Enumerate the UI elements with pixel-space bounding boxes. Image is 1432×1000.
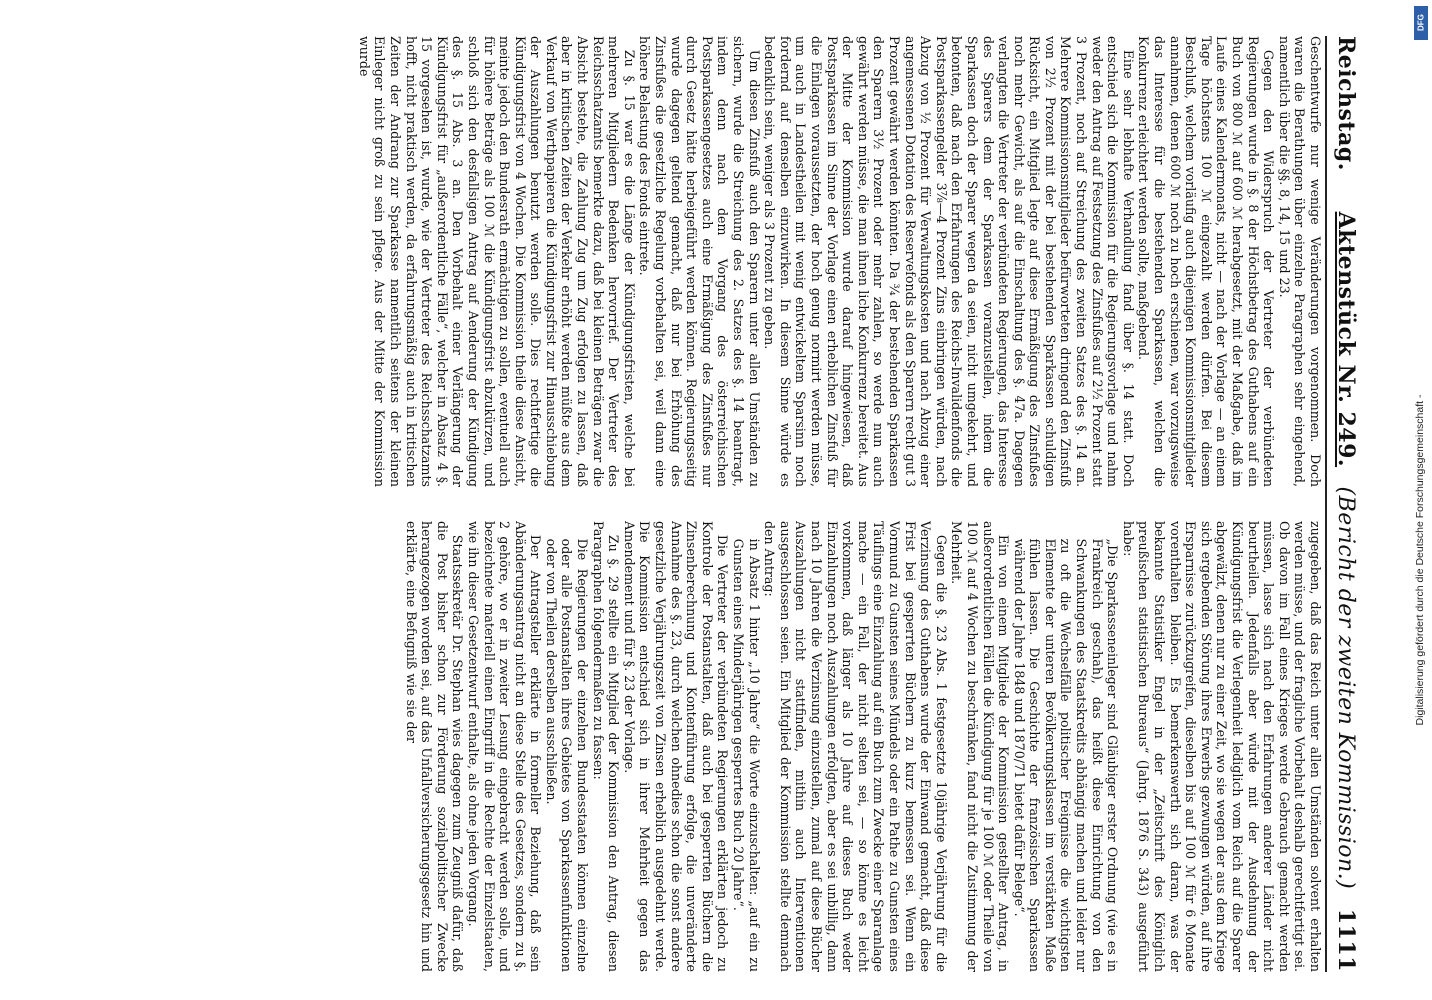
paragraph: Zu §. 15 war es die Länge der Kündigungsfristen, welche bei mehreren Mitgliedern Bedenken hervorrief. Der Vertreter des Reichsschatzamts bemerkte dazu, daß bei kleinen Beträgen zwar die Absicht bestehe, die Zahlung Zug um Zug erfolgen zu lassen, daß aber in kritischen Zeiten der Verkehr erhöht werden müßte aus dem Verkauf von Werthpapieren die Kündigungsfrist zur Hinausschiebung der Auszahlungen benutzt werden solle. Dies rechtfertige die Kündigungsfrist von 4 Wochen. Die Kommission theile diese Ansicht, meinte jedoch den Bundesrath ermächtigen zu sollen, eventuell auch für höhere Beträge als 100 ℳ die Kündigungsfrist abzukürzen, und schloß sich den desfallsigen Antrag auf Aenderung der Kündigung des §. 15 Abs. 3 an. Den Vorbehalt einer Verlängerung der Kündigungsfrist für „außerordentliche Fälle“, welcher in Absatz 4 §. 15 vorgesehen ist, wurde, wie der Vertreter des Reichsschatzamts hofft, nicht praktisch werden, da erfahrungsmäßig auch in kritischen Zeiten der Andrang zur Sparkasse namentlich seitens der kleinen Einleger nicht groß zu sein pflege. Aus der Mitte der Kommission wurde [356,36,637,487]
paragraph: Eine sehr lebhafte Verhandlung fand über §. 14 statt. Doch entschied sich die Kommission für die Regierungsvorlage und nahm weder den Antrag auf Festsetzung des Zinsfußes auf 2½ Prozent statt 3 Prozent, noch auf Streichung des zweiten Satzes des §. 14 an. Mehrere Kommissionsmitglieder befürworteten dringend den Zinsfuß von 2½ Prozent mit der bei bestehenden Sparkassen schuldigen Rücksicht, ein Mitglied legte auf diese Ermäßigung des Zinsfußes noch mehr Gewicht, als auf die Einschaltung des §. 47a. Dagegen verlangten die Vertreter der verbündeten Regierungen, das Interesse des Sparers dem der Sparkassen voranzustellen, indem die Sparkassen doch der Sparer wegen da seien, nicht umgekehrt, und betonten, daß nach den Erfahrungen des Reichs-Invalidenfonds die Postsparkassengelder 3⅞—4 Prozent Zins einbringen würden, nach Abzug von ½ Prozent für Verwaltungskosten und nach Abzug einer angemessenen Dotation des Reservefonds als den Sparern recht gut 3 Prozent gewährt werden könnten. Da ¾ der bestehenden Sparkassen den Sparern 3½ Prozent oder mehr zahlen, so werde nun auch gewährt werden müsse, die man ihnen liche Konkurrenz bereitet. Aus der Mitte der Kommission wurde darauf hingewiesen, daß Postsparkassen im Sinne der Vorlage einen erheblichen Zinsfuß für die Einlagen voraussetzten, der hoch genug normirt werden müsse, um auch in Landestheilen mit wenig entwickeltem Sparsinn noch fordernd auf denselben einzuwirken. In diesem Sinne würde es bedenklich sein, weniger als 3 Prozent zu geben. [762,36,1136,487]
paragraph: Gegen die §. 23 Abs. 1 festgesetzte 10jährige Verjährung für die Verzinsung des Guthabens wurde der Einwand gemacht, daß diese Frist bei gesperrten Büchern zu kurz bemessen sei. Wenn ein Vormund zu Gunsten seines Mündels oder ein Pathe zu Gunsten eines Täuflings eine Einzahlung auf ein Buch zum Zwecke einer Sparanlage mache — ein Fall, der nicht selten sei, — so könne es leicht vorkommen, daß länger als 10 Jahre auf dieses Buch weder Einzahlungen noch Auszahlungen erfolgten, aber es sei unbillig, dann nach 10 Jahren die Verzinsung einzustellen, zumal auf diese Bücher Auszahlungen nicht stattfinden, mithin auch Interventionen ausgeschlossen seien. Ein Mitglied der Kommission stellte demnach den Antrag: [762,521,949,972]
paragraph: Ein von einem Mitgliede der Kommission gestellter Antrag, in außerordentlichen Fällen die Kündigung für je 100 ℳ oder Theile von 100 ℳ auf 4 Wochen zu beschränken, fand nicht die Zustimmung der Mehrheit. [949,521,1012,972]
column-right [14,521,1323,972]
page-number: 1111 [1333,908,1359,972]
column-left [14,36,1323,487]
page-header [1325,36,1391,972]
quote-paragraph: „Die Sparkasseneinleger sind Gläubiger erster Ordnung (wie es in Frankreich geschah), das heißt diese Einrichtung von den Schwankungen des Staatskredits abhängig machen und leider nur zu oft die Wechselfälle politischer Ereignisse die wichtigsten Elemente der unteren Bevölkerungsklassen im verstärkten Maße fühlen lassen. Die Geschichte der französischen Sparkassen während der Jahre 1848 und 1870/71 bietet dafür Belege“. [1011,538,1121,972]
header-aktenstueck: Aktenstück Nr. 249. [1333,211,1359,468]
paragraph: zugegeben, daß das Reich unter allen Umständen solvent erhalten werden müsse, und der fragliche Vorbehalt deshalb gerechtfertigt sei. Ob davon im Fall eines Krieges werde Gebrauch gemacht werden müssen, lasse sich nach den Erfahrungen anderer Länder nicht beurtheilen. Jedenfalls aber würde mit der Ausdehnung der Kündigungsfrist die Verlegenheit lediglich vom Reich auf die Sparer abgewälzt, denen nur zu einer Zeit, wo sie wegen der aus dem Kriege sich ergebenden Störung ihres Erwerbs gezwungen würden, auf ihre Ersparnisse zurückzugreifen, dieselben bis auf 100 ℳ für 6 Monate vorenthalten bleiben. Es bemerkenswerth sich daran, was der bekannte Statistiker Engel in der „Zeitschrift des Königlich preußischen statistischen Bureaus“ (Jahrg. 1876 S. 343) ausgeführt habe: [1120,521,1323,972]
paragraph: Zu §. 29 stellte ein Mitglied der Kommission den Antrag, diesen Paragraphen folgendermaßen zu fassen: [590,521,622,972]
paragraph: Geschentwurfe nur wenige Veränderungen vorgenommen. Doch waren die Berathungen über einzelne Paragraphen sehr eingehend, namentlich über die §§. 8, 14, 15 und 23. [1276,36,1323,487]
digitization-note: Digitalisierung gefördert durch die Deutsche Forschungsgemeinschaft - [1414,394,1426,726]
dfg-logo-badge: DFG [1414,6,1428,40]
paragraph: Staatssekretär Dr. Stephan wies dagegen zum Zeugniß dafür, daß die Post bisher schon zur Förderung sozialpolitischer Zwecke herangezogen worden sei, auf das Unfallversicherungsgesetz hin und erklärte, eine Befugniß wie sie der [403,521,466,972]
header-left [1333,36,1359,467]
digitization-footer [1408,0,1432,1000]
paragraph: Um diesen Zinsfuß auch den Sparern unter allen Umständen zu sichern, wurde die Streichung des 2. Satzes des §. 14 beantragt, indem denn nach dem Vorgang des österreichischen Postsparkassengesetzes auch eine Ermäßigung des Zinsfußes nur durch Gesetz hätte herbeigeführt werden können. Regierungsseitig wurde dagegen geltend gemacht, daß nur bei Erhöhung des Zinsfußes die gesetzliche Regelung vorbehalten sei, weil dann eine höhere Belastung des Fonds eintrete. [637,36,762,487]
paragraph: Die Vertreter der verbündeten Regierungen erklärten jedoch zu Kontrole der Postanstalten, daß auch bei gesperrten Büchern die Zinsenberechnung und Kontenführung erfolge, die unveränderte Annahme des §. 23, durch welchen ohnedies schon die sonst andere gesetzliche Verjährungszeit von Zinsen erheblich ausgedehnt werde. Die Kommission entschied sich in ihrer Mehrheit gegen das Amendement und für §. 23 der Vorlage. [621,521,731,972]
header-middle: (Bericht der zweiten Kommission.) [1333,486,1358,890]
paragraph: Der Antragsteller erklärte in formeller Beziehung, daß sein Abänderungsantrag nicht an diese Stelle des Gesetzes, sondern zu §. 2 gehöre, wo er in zweiter Lesung eingebracht werden solle, und bezeichnete materiell einen Eingriff in die Rechte der Einzelstaaten, wie ihn dieser Gesetzentwurf enthalte, als ohne jeden Vorgang. [465,521,544,972]
header-reichstag: Reichstag. [1333,36,1359,171]
quote-paragraph: in Absatz 1 hinter „10 Jahre“ die Worte einzuschalten: „auf ein zu Gunsten eines Minderjährigen gesperrtes Buch 20 Jahre“. [731,538,762,972]
text-columns [14,36,1323,972]
paragraph: Gegen den Widerspruch der Vertreter der verbündeten Regierungen wurde in §. 8 der Höchstbetrag des Guthabens auf ein Buch von 800 ℳ auf 600 ℳ herabgesetzt, mit der Maßgabe, daß im Laufe eines Kalendermonats, nicht — nach der Vorlage — an einem Tage höchstens 100 ℳ eingezahlt werden dürfen. Bei diesem Beschluß, welchem vorläufig auch diejenigen Kommissionsmitglieder annahmen, denen 600 ℳ noch zu hoch erschienen, war vorzugsweise das Interesse für die bestehenden Sparkassen, welchen die Konkurrenz erleichtert werden sollte, maßgebend. [1136,36,1277,487]
quote-paragraph: Die Regierungen der einzelnen Bundesstaaten können einzelne oder alle Postanstalten ihres Gebietes von Sparkassenfunktionen oder von Theilen derselben ausschließen. [543,538,591,972]
